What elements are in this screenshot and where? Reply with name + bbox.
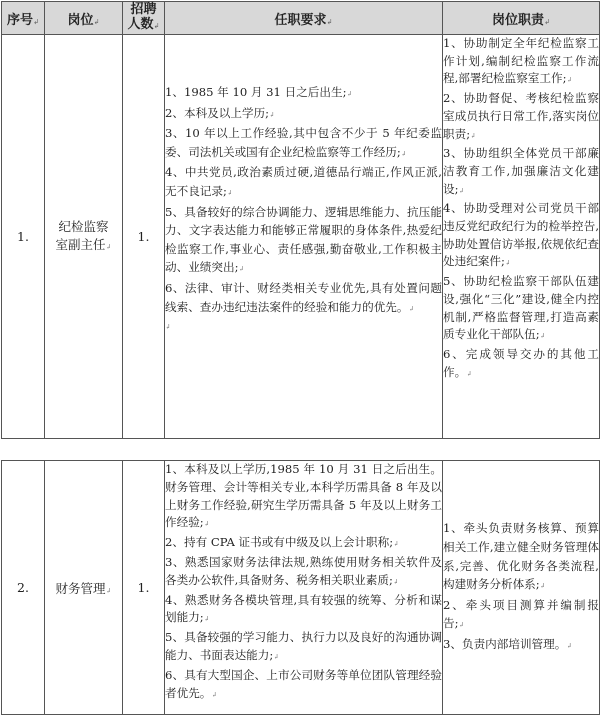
hire-count: 1. bbox=[123, 35, 165, 439]
requirement-item: 5、具备较好的综合协调能力、逻辑思维能力、抗压能力、文字表达能力和能够正常履职的身体条件,热爱纪检监察工作,事业心、责任感强,勤奋敬业,工作积极主动、业绩突出;↲ bbox=[165, 204, 442, 275]
duty-item: 2、协助督促、考核纪检监察室成员执行日常工作,落实岗位职责;↲ bbox=[443, 91, 599, 141]
table-row bbox=[2, 35, 600, 439]
header-no: 序号↲ bbox=[2, 2, 45, 35]
duty-item: 5、协助纪检监察干部队伍建设,强化“三化”建设,健全内控机制,严格监督管理,打造高素质专业化干部队伍;↲ bbox=[443, 274, 599, 342]
requirement-item: 2、持有 CPA 证书或有中级及以上会计职称;↲ bbox=[165, 535, 400, 550]
requirement-item: 2、本科及以上学历;↲ bbox=[165, 105, 275, 120]
table-row bbox=[2, 461, 600, 715]
header-duties: 岗位职责↲ bbox=[443, 2, 600, 35]
requirement-item: 3、熟悉国家财务法律法规,熟练使用财务相关软件及各类办公软件,具备财务、税务相关职业素质;↲ bbox=[165, 554, 442, 587]
table-header-row bbox=[2, 2, 600, 35]
requirements-cell bbox=[165, 461, 443, 715]
duty-item: 6、完成领导交办的其他工作。↲ bbox=[443, 346, 599, 379]
duty-item: 1、协助制定全年纪检监察工作计划,编制纪检监察工作流程,部署纪检监察室工作;↲ bbox=[443, 36, 599, 86]
paragraph-mark: ↲ bbox=[165, 323, 171, 332]
requirement-item: 6、具有大型国企、上市公司财务等单位团队管理经验者优先。↲ bbox=[165, 667, 442, 700]
hire-count: 1. bbox=[123, 461, 165, 715]
header-count: 招聘 人数↲ bbox=[123, 2, 165, 35]
header-position: 岗位↲ bbox=[45, 2, 123, 35]
duty-item: 3、协助组织全体党员干部廉洁教育工作,加强廉洁文化建设;↲ bbox=[443, 146, 599, 196]
requirement-item: 4、中共党员,政治素质过硬,道德品行端正,作风正派,无不良记录;↲ bbox=[165, 165, 442, 198]
duty-item: 3、负责内部培训管理。↲ bbox=[443, 636, 573, 651]
requirements-cell bbox=[165, 35, 443, 439]
duties-cell bbox=[443, 35, 600, 439]
duty-item: 1、牵头负责财务核算、预算相关工作,建立健全财务管理体系,完善、优化财务各类流程,构建财务分析体系;↲ bbox=[443, 521, 599, 592]
row-number: 2. bbox=[2, 461, 45, 715]
recruitment-table bbox=[1, 1, 600, 439]
recruitment-table-continued bbox=[1, 460, 600, 715]
duty-item: 4、协助受理对公司党员干部违反党纪政纪行为的检举控告,协助处置信访举报,依规依纪查处违纪案件;↲ bbox=[443, 201, 599, 269]
row-number: 1. bbox=[2, 35, 45, 439]
requirement-item: 6、法律、审计、财经类相关专业优先,具有处置问题线索、查办违纪违法案件的经验和能力的优先。↲ bbox=[165, 280, 442, 314]
requirement-item: 1、本科及以上学历,1985 年 10 月 31 日之后出生。财务管理、会计等相关专业,本科学历需具备 8 年及以上财务工作经验,研究生学历需具备 5 年及以上财务工作经验;↲ bbox=[165, 462, 442, 530]
requirement-item: 1、1985 年 10 月 31 日之后出生;↲ bbox=[165, 85, 353, 99]
position-title: 纪检监察 室副主任↲ bbox=[45, 35, 123, 439]
duty-item: 2、牵头项目测算并编制报告;↲ bbox=[443, 597, 599, 631]
requirement-item: 3、10 年以上工作经验,其中包含不少于 5 年纪委监委、司法机关或国有企业纪检监察等工作经历;↲ bbox=[165, 126, 442, 159]
requirement-item: 4、熟悉财务各模块管理,具有较强的统筹、分析和谋划能力;↲ bbox=[165, 592, 442, 625]
duties-cell bbox=[443, 461, 600, 715]
header-requirements: 任职要求↲ bbox=[165, 2, 443, 35]
requirement-item: 5、具备较强的学习能力、执行力以及良好的沟通协调能力、书面表达能力;↲ bbox=[165, 630, 442, 662]
position-title: 财务管理↲ bbox=[45, 461, 123, 715]
